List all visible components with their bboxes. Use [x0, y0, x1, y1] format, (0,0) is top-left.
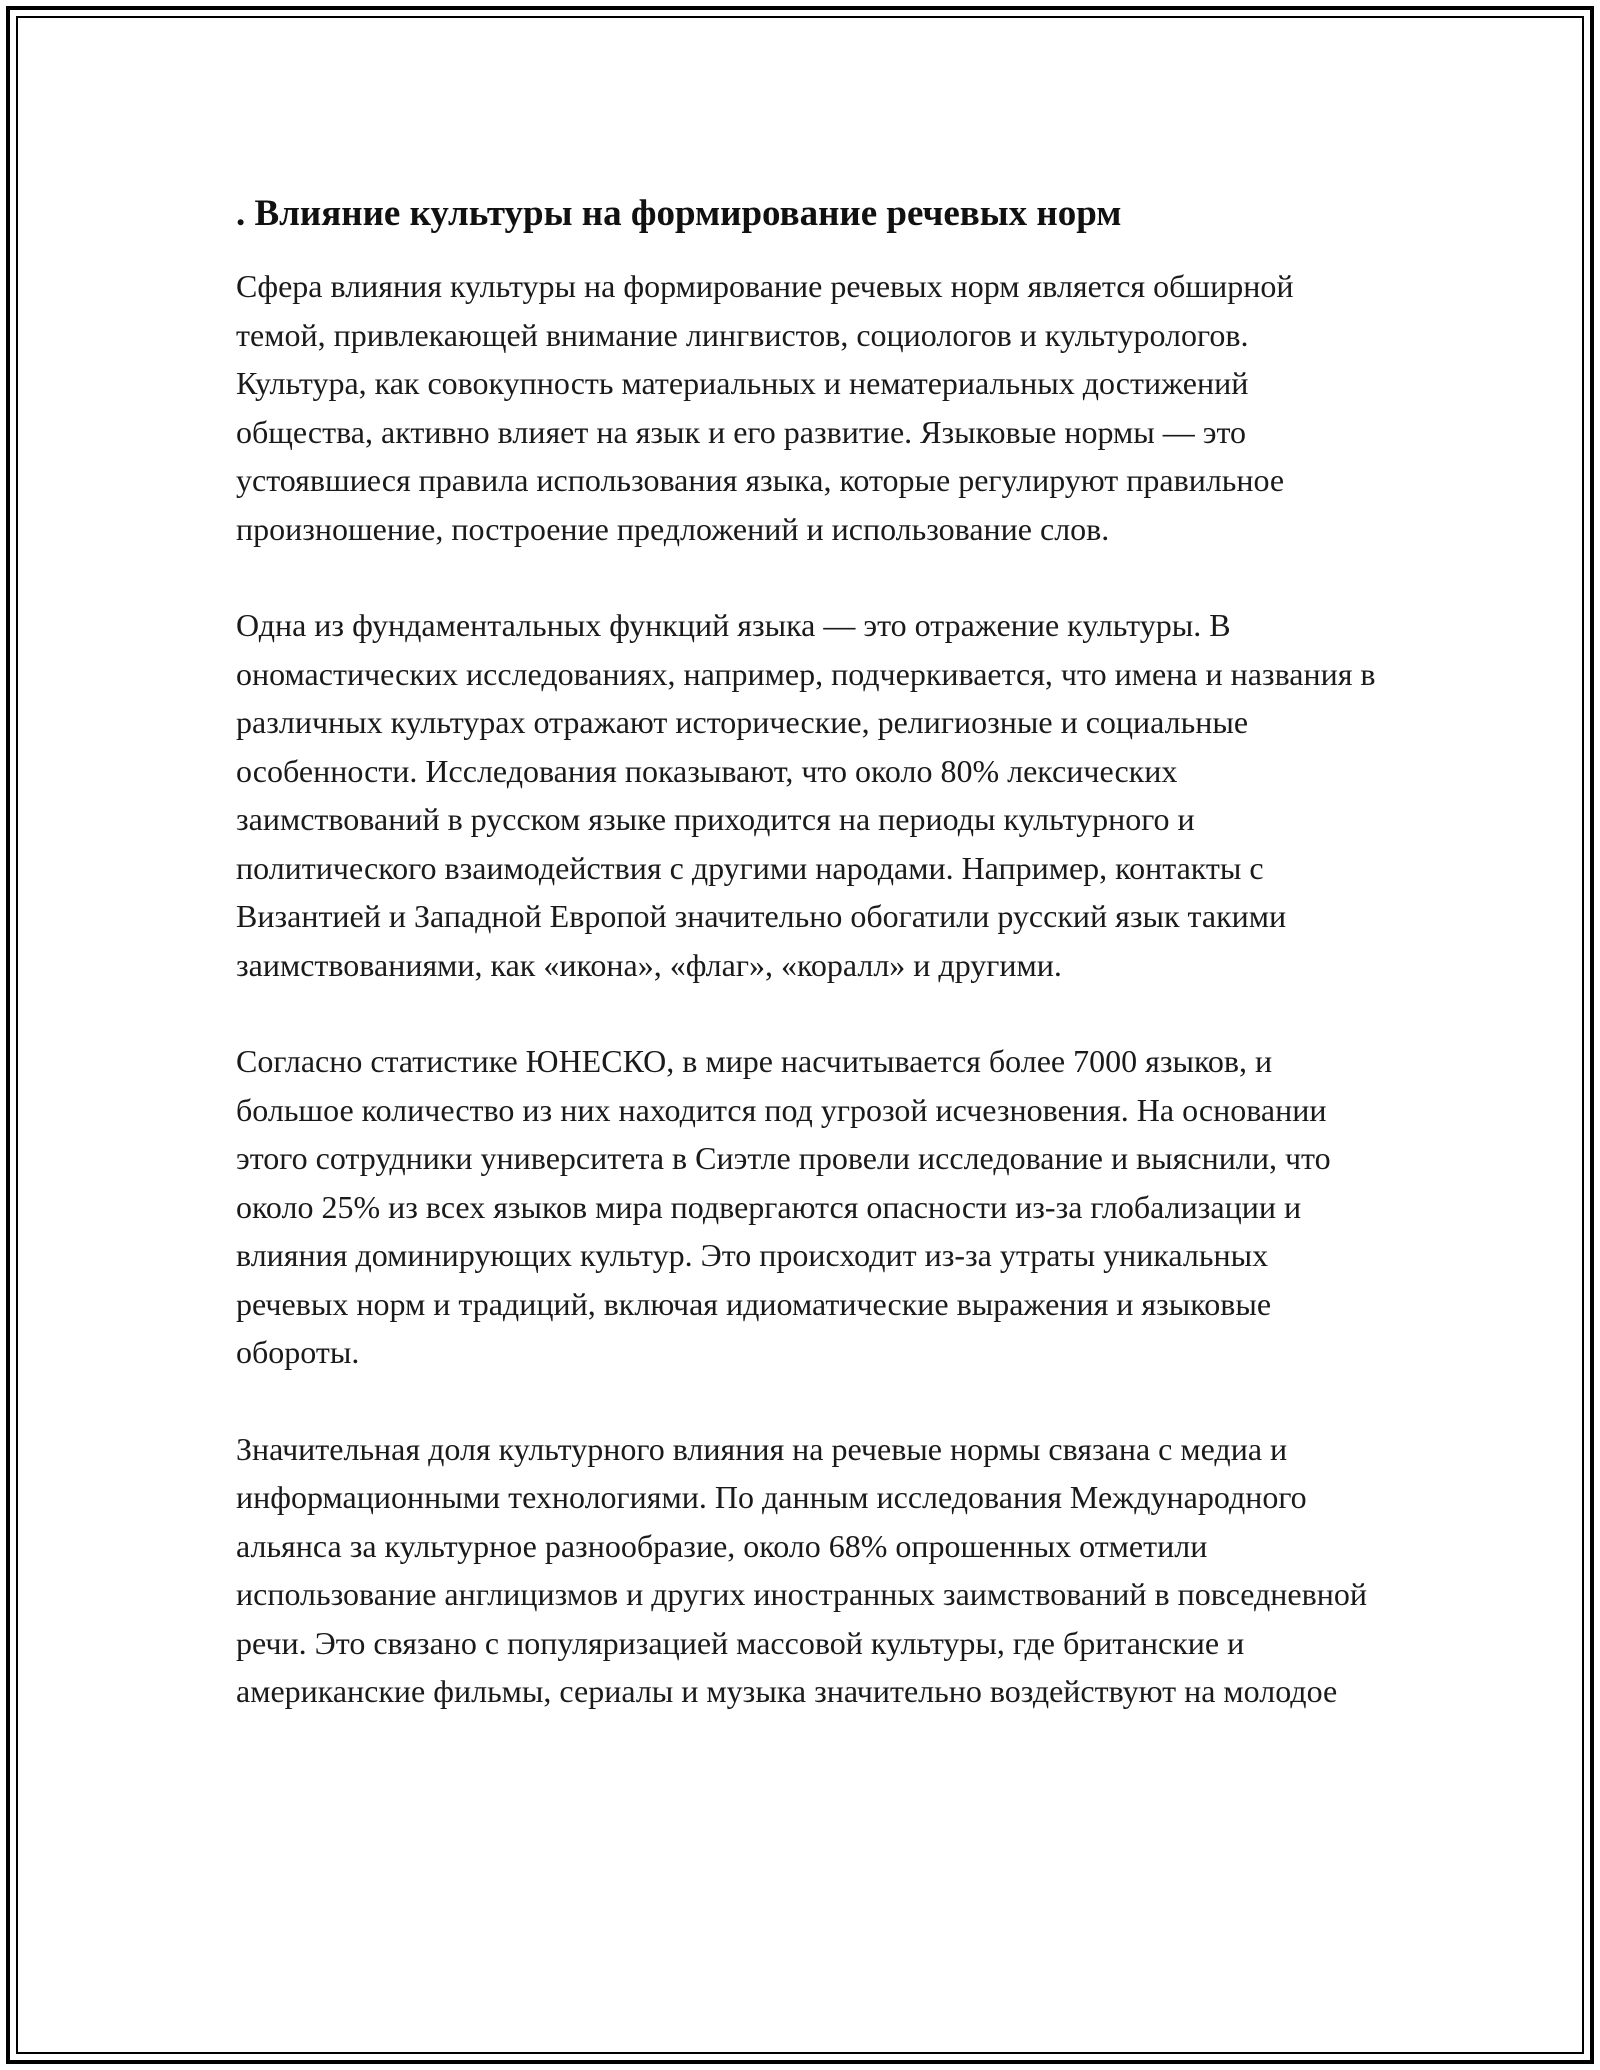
paragraph-3: Согласно статистике ЮНЕСКО, в мире насчитывается более 7000 языков, и большое количество из них находится под угрозой исчезновения. На основании этого сотрудники университета в Сиэтле провели исследование и выяснили, что около 25% из всех языков мира подвергаются опасности из-за глобализации и влияния доминирующих культур. Это происходит из-за утраты уникальных речевых норм и традиций, включая идиоматические выражения и языковые обороты.	[236, 1043, 1331, 1370]
paragraph-4: Значительная доля культурного влияния на речевые нормы связана с медиа и информационными технологиями. По данным исследования Международного альянса за культурное разнообразие, около 68% опрошенных отметили использование англицизмов и других иностранных заимствований в повседневной речи. Это связано с популяризацией массовой культуры, где британские и американские фильмы, сериалы и музыка значительно воздействуют на молодое	[236, 1430, 1367, 1709]
section-title: . Влияние культуры на формирование речевых норм	[236, 193, 1122, 234]
paragraph-1: Сфера влияния культуры на формирование речевых норм является обширной темой, привлекающей внимание лингвистов, социологов и культурологов. Культура, как совокупность материальных и нематериальных достижений общества, активно влияет на язык и его развитие. Языковые нормы — это устоявшиеся правила использования языка, которые регулируют правильное произношение, построение предложений и использование слов.	[236, 268, 1294, 547]
paragraph-2: Одна из фундаментальных функций языка — это отражение культуры. В ономастических исследованиях, например, подчеркивается, что имена и названия в различных культурах отражают исторические, религиозные и социальные особенности. Исследования показывают, что около 80% лексических заимствований в русском языке приходится на периоды культурного и политического взаимодействия с другими народами. Например, контакты с Византией и Западной Европой значительно обогатили русский язык такими заимствованиями, как «икона», «флаг», «коралл» и другими.	[236, 607, 1376, 983]
document-body	[236, 188, 1376, 1716]
